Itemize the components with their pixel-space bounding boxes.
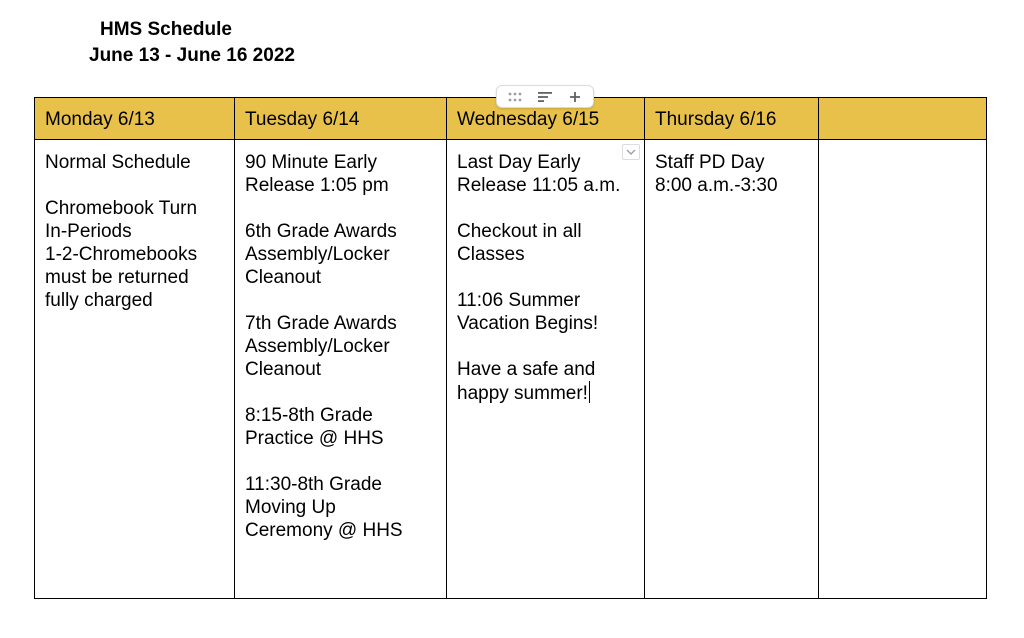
cell-paragraph: 90 Minute Early Release 1:05 pm <box>245 152 389 196</box>
cell-paragraph: 8:15-8th Grade Practice @ HHS <box>245 405 384 449</box>
chevron-down-icon <box>626 149 636 155</box>
cell-wednesday[interactable] <box>447 140 645 599</box>
cell-paragraph: 7th Grade Awards Assembly/Locker Cleanout <box>245 313 397 380</box>
sort-icon <box>537 91 553 103</box>
add-button[interactable] <box>563 87 587 107</box>
header-cell-thursday[interactable]: Thursday 6/16 <box>645 98 819 140</box>
cell-paragraph-text: Have a safe and happy summer! <box>457 359 596 404</box>
cell-monday[interactable] <box>35 140 235 599</box>
body-row <box>35 140 987 599</box>
drag-handle-icon <box>507 91 523 103</box>
cell-paragraph: Checkout in all Classes <box>457 221 582 265</box>
header-cell-wednesday[interactable]: Wednesday 6/15 <box>447 98 645 140</box>
cell-paragraph: Staff PD Day 8:00 a.m.-3:30 <box>655 152 778 196</box>
document-title: HMS Schedule <box>100 19 232 40</box>
cell-empty[interactable] <box>819 140 987 599</box>
cell-thursday[interactable] <box>645 140 819 599</box>
cell-paragraph: Last Day Early Release 11:05 a.m. <box>457 152 621 196</box>
cell-menu-button[interactable] <box>622 144 640 160</box>
text-cursor <box>589 381 590 403</box>
document-subtitle: June 13 - June 16 2022 <box>89 45 295 66</box>
drag-handle-button[interactable] <box>503 87 527 107</box>
schedule-table <box>34 97 987 599</box>
cell-paragraph: 11:30-8th Grade Moving Up Ceremony @ HHS <box>245 474 403 541</box>
cell-paragraph: 6th Grade Awards Assembly/Locker Cleanout <box>245 221 397 288</box>
add-icon <box>569 91 581 103</box>
header-cell-empty[interactable] <box>819 98 987 140</box>
cell-paragraph: 11:06 Summer Vacation Begins! <box>457 290 599 334</box>
sort-button[interactable] <box>533 87 557 107</box>
table-floating-toolbar <box>496 85 594 108</box>
cell-tuesday[interactable] <box>235 140 447 599</box>
cell-paragraph: Chromebook Turn In-Periods 1-2-Chromebooks must be returned fully charged <box>45 198 198 311</box>
cell-paragraph-with-cursor <box>457 358 634 405</box>
cell-paragraph: Normal Schedule <box>45 152 191 173</box>
header-cell-tuesday[interactable]: Tuesday 6/14 <box>235 98 447 140</box>
header-cell-monday[interactable]: Monday 6/13 <box>35 98 235 140</box>
